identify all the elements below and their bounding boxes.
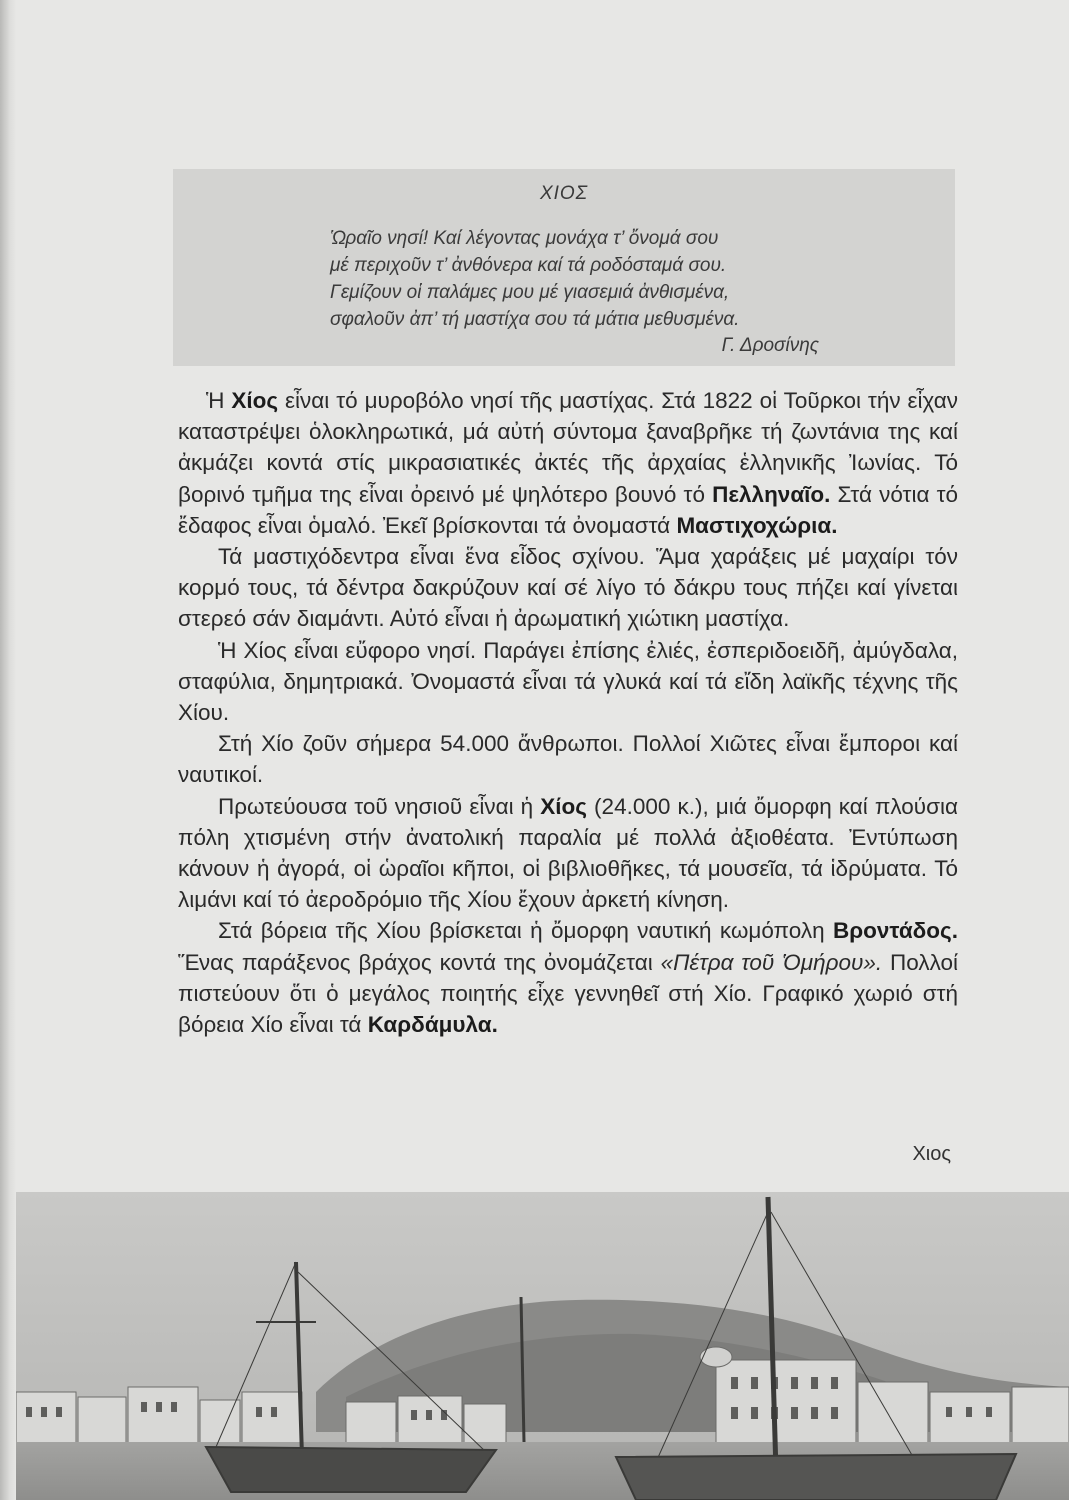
text-run: Πρωτεύουσα τοῦ νησιοῦ εἶναι ἡ: [218, 793, 541, 819]
photo-caption: Χιος: [912, 1143, 951, 1165]
paragraph: [178, 915, 958, 1040]
poem-line: μέ περιχοῦν τ’ ἀνθόνερα καί τά ροδόσταμά σου.: [330, 255, 727, 276]
text-run: Ἕνας παράξενος βράχος κοντά της ὀνομάζεται: [178, 949, 661, 975]
poem-line: σφαλοῦν ἀπ’ τή μαστίχα σου τά μάτια μεθυσμένα.: [330, 309, 740, 330]
bold-term: Βροντάδος.: [832, 918, 958, 944]
bold-term: Χίος: [231, 388, 279, 413]
harbor-photo: [16, 1192, 1069, 1500]
text-run: Ἡ: [206, 388, 232, 413]
text-run: Στά βόρεια τῆς Χίου βρίσκεται ἡ ὄμορφη ναυτική κωμόπολη: [218, 918, 833, 944]
italic-term: «Πέτρα τοῦ Ὁμήρου».: [660, 949, 883, 975]
page-edge-shadow: [0, 0, 16, 1500]
poem-lines: [330, 225, 739, 333]
text-run: Στή Χίο ζοῦν σήμερα 54.000 ἄνθρωποι. Πολλοί Χιῶτες εἶναι ἔμποροι καί ναυτικοί.: [178, 731, 958, 788]
paragraph: [178, 791, 958, 916]
dome: [700, 1347, 732, 1367]
poem-title: ΧΙΟΣ: [539, 183, 589, 204]
poem-box: [173, 169, 955, 366]
bold-term: Χίος: [540, 793, 587, 819]
text-run: εἶναι τό μυροβόλο νησί τῆς μαστίχας. Στά 1822 οἱ Τοῦρκοι τήν εἶχαν καταστρέψει ὁλοκληρωτικά, μά αὐτή σύντομα ξαναβρῆκε τή ζωντάνια της καί ἀκμάζει κοντά στίς μικρασιατικές ἀκτές τῆς ἀρχαίας ἑλληνικῆς Ἰωνίας. Τό βορινό τμῆμα της εἶναι ὀρεινό μέ ψηλότερο βουνό τό: [178, 388, 958, 507]
paragraph: [178, 541, 958, 635]
poem-author: Γ. Δροσίνης: [721, 335, 819, 356]
text-run: Πολλοί πιστεύουν ὅτι ὁ μεγάλος ποιητής εἶχε γεννηθεῖ στή Χίο. Γραφικό χωριό στή βόρεια Χίο εἶναι τά: [178, 949, 959, 1038]
poem-line: Ὡραῖο νησί! Καί λέγοντας μονάχα τ’ ὄνομά σου: [330, 228, 719, 249]
paragraph: [178, 728, 958, 790]
poem-line: Γεμίζουν οἱ παλάμες μου μέ γιασεμιά ἀνθισμένα,: [330, 282, 730, 303]
paragraph: [178, 385, 958, 541]
bold-term: Καρδάμυλα.: [367, 1012, 498, 1038]
text-run: Τά μαστιχόδεντρα εἶναι ἕνα εἶδος σχίνου. Ἅμα χαράξεις μέ μαχαίρι τόν κορμό τους, τά δέντρα δακρύζουν καί σέ λίγο τό δάκρυ τους πήζει καί γίνεται στερεό σάν διαμάντι. Αὐτό εἶναι ἡ ἀρωματική χιώτικη μαστίχα.: [178, 544, 958, 632]
paragraph: [178, 635, 958, 729]
bold-term: Πελληναῖο.: [712, 481, 831, 507]
article-body: [178, 385, 958, 1040]
text-run: Ἡ Χίος εἶναι εὔφορο νησί. Παράγει ἐπίσης ἐλιές, ἐσπεριδοειδῆ, ἀμύγδαλα, σταφύλια, δημητριακά. Ὀνομαστά εἶναι τά γλυκά καί τά εἴδη λαϊκῆς τέχνης τῆς Χίου.: [178, 637, 958, 726]
bold-term: Μαστιχοχώρια.: [676, 512, 838, 538]
text-run: Στά νότια τό ἔδαφος εἶναι ὁμαλό. Ἐκεῖ βρίσκονται τά ὀνομαστά: [178, 481, 958, 538]
text-run: (24.000 κ.), μιά ὄμορφη καί πλούσια πόλη χτισμένη στήν ἀνατολική παραλία μέ πολλά ἀξιοθέατα. Ἐντύπωση κάνουν ἡ ἀγορά, οἱ ὡραῖοι κῆποι, οἱ βιβλιοθῆκες, τά μουσεῖα, τά ἱδρύματα. Τό λιμάνι καί τό ἀεροδρόμιο τῆς Χίου ἔχουν ἀρκετή κίνηση.: [178, 793, 958, 913]
